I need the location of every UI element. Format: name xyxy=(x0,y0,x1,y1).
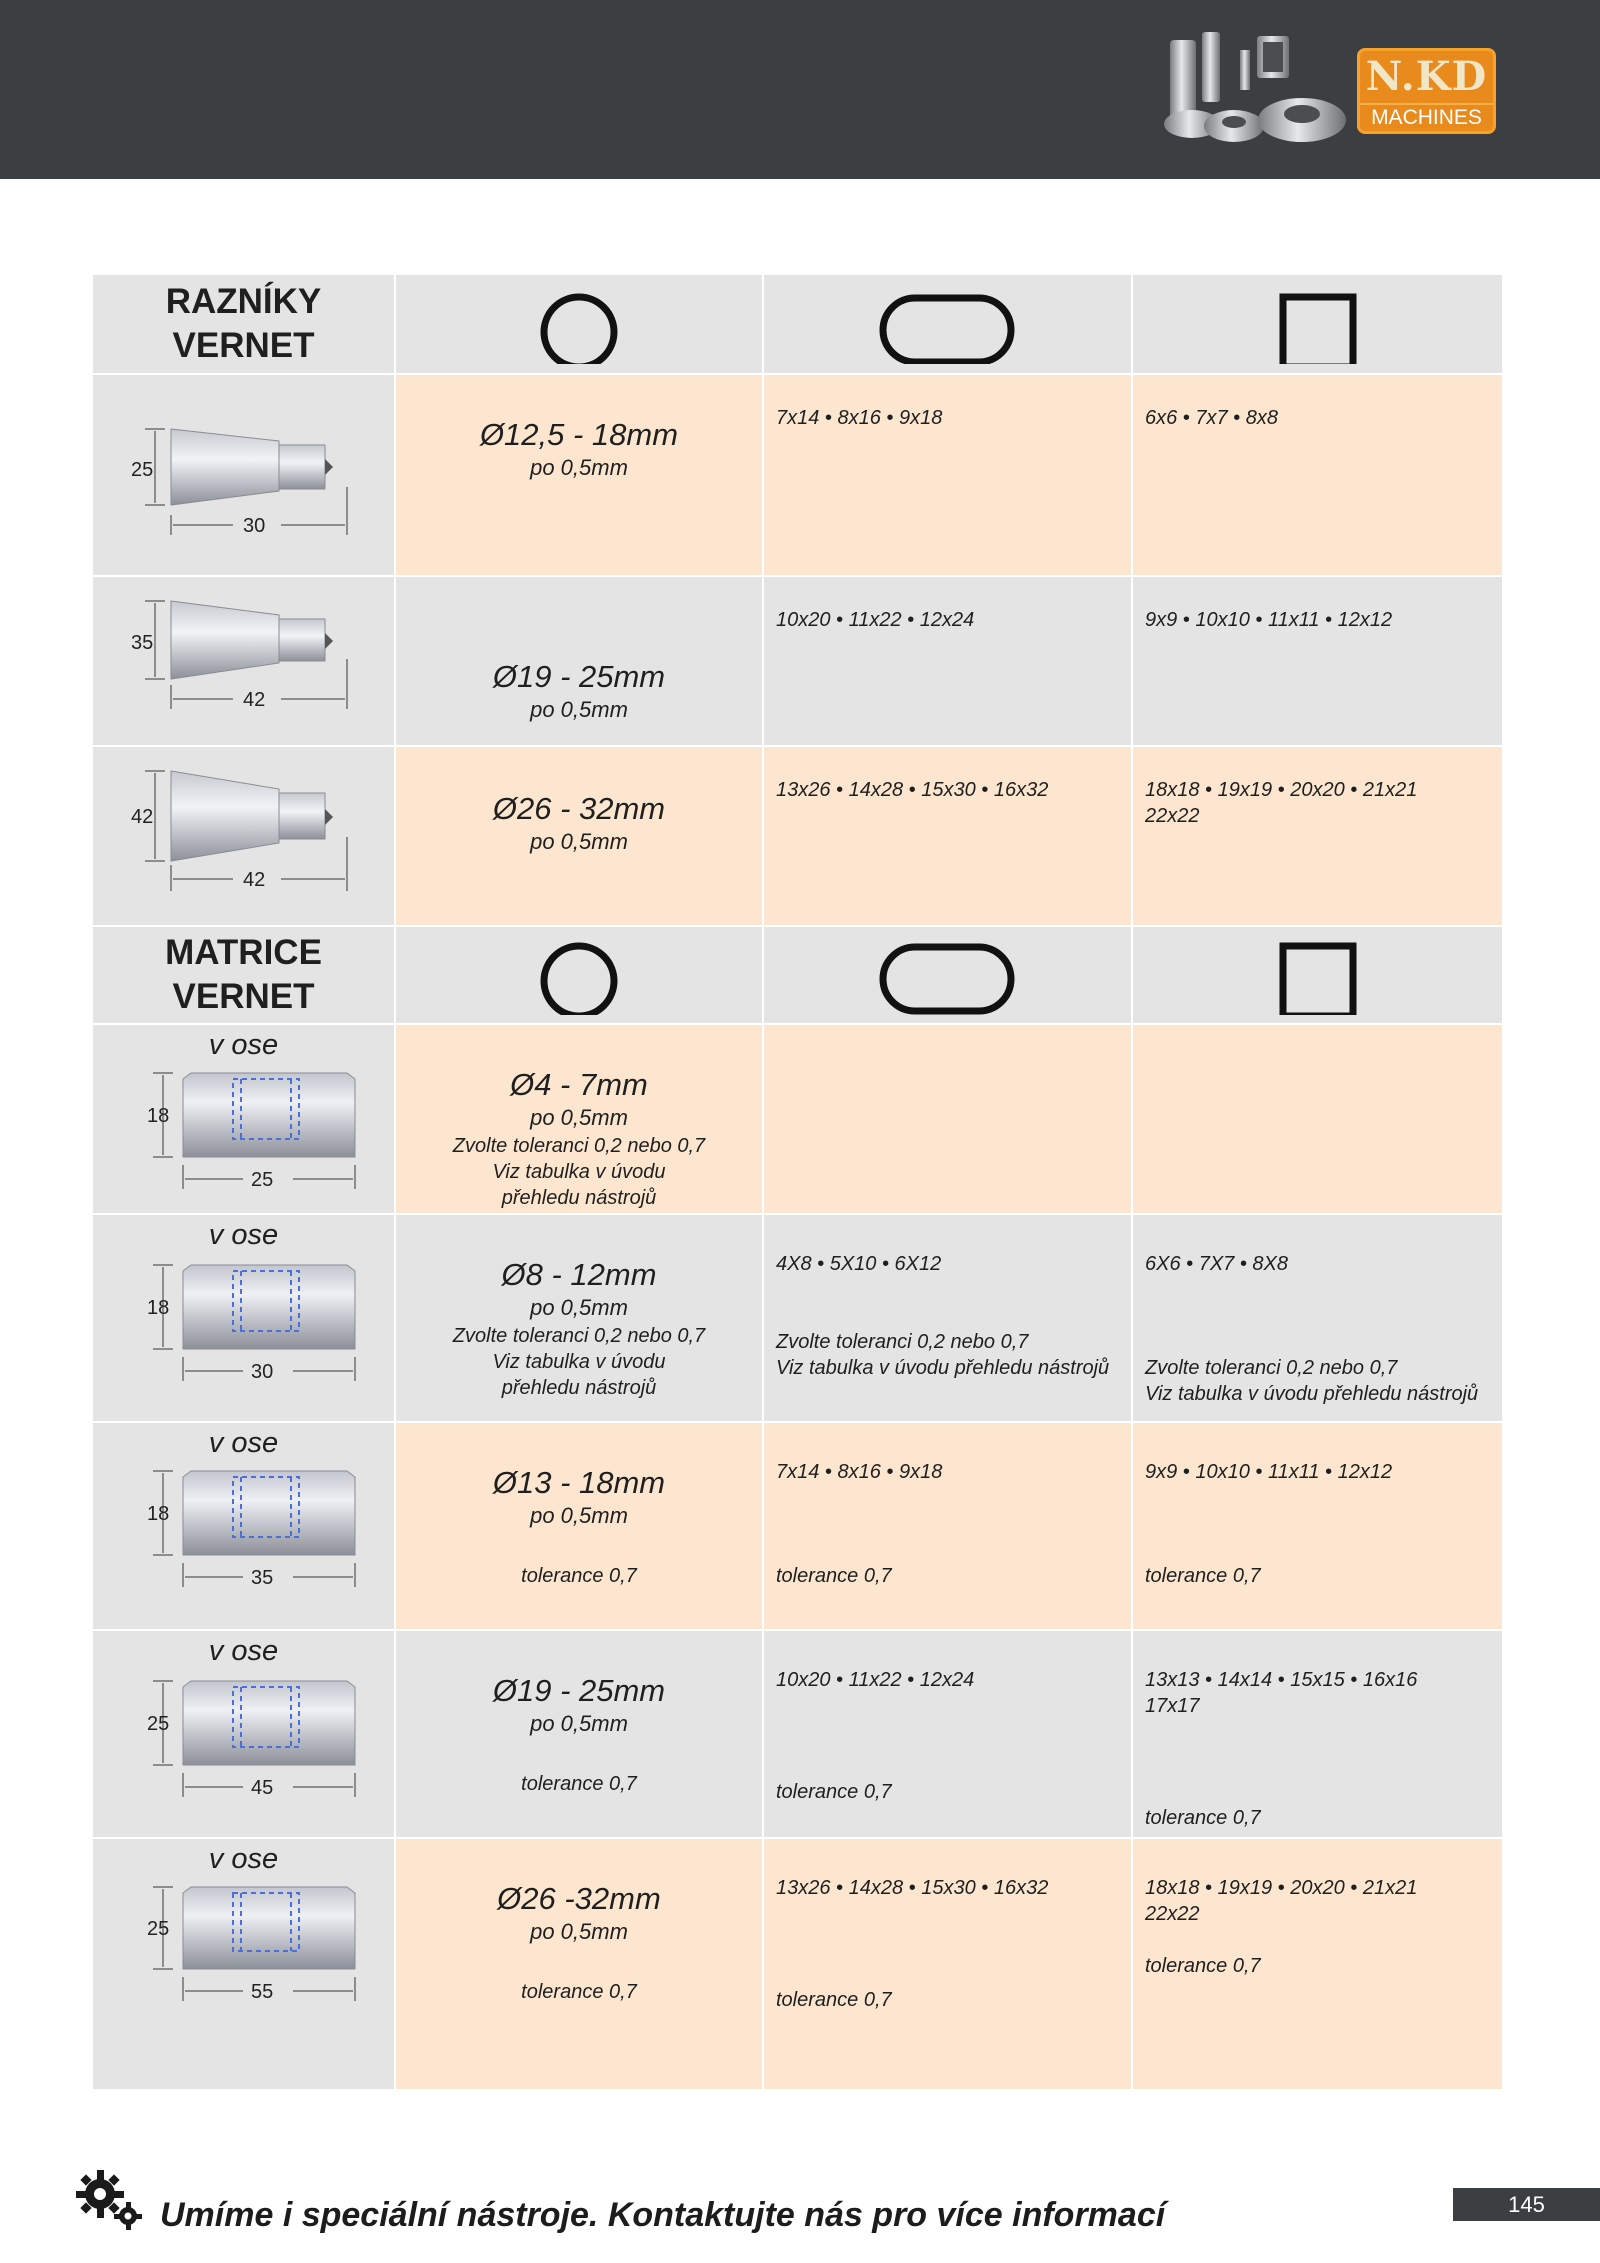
tool-table xyxy=(93,275,1502,2089)
square-note: Viz tabulka v úvodu přehledu nástrojů xyxy=(1145,1383,1479,1405)
diameter-range: Ø26 - 32mm xyxy=(492,791,666,826)
die-row xyxy=(93,1213,1502,1421)
square-sizes: 18x18 • 19x19 • 20x20 • 21x21 xyxy=(1145,1877,1418,1899)
square-sizes: 18x18 • 19x19 • 20x20 • 21x21 xyxy=(1145,779,1418,801)
punch-drawing-cell xyxy=(93,747,396,925)
oblong-tolerance: tolerance 0,7 xyxy=(776,1565,892,1587)
oblong-note: Viz tabulka v úvodu přehledu nástrojů xyxy=(776,1357,1110,1379)
logo-wordmark: N.KD xyxy=(1365,52,1488,100)
square-tolerance: tolerance 0,7 xyxy=(1145,1955,1261,1977)
oblong-sizes: 7x14 • 8x16 • 9x18 xyxy=(776,407,943,429)
tolerance-note: Viz tabulka v úvodu xyxy=(492,1351,666,1373)
step-text: po 0,5mm xyxy=(530,1919,628,1944)
punch-height: 42 xyxy=(131,806,154,828)
tolerance-note: tolerance 0,7 xyxy=(521,1565,637,1587)
punch-drawing xyxy=(93,375,396,575)
square-note: Zvolte toleranci 0,2 nebo 0,7 xyxy=(1145,1357,1398,1379)
punch-width: 42 xyxy=(243,689,266,711)
page-number: 145 xyxy=(1453,2188,1600,2221)
die-height: 25 xyxy=(147,1918,170,1940)
punches-header-row xyxy=(93,275,1502,373)
square-sizes-extra: 22x22 xyxy=(1145,1903,1200,1925)
diameter-range: Ø8 - 12mm xyxy=(501,1257,657,1292)
die-row xyxy=(93,1023,1502,1213)
die-row xyxy=(93,1837,1502,2089)
step-text: po 0,5mm xyxy=(530,697,628,722)
dies-title-cell xyxy=(93,927,396,1023)
oblong-sizes: 10x20 • 11x22 • 12x24 xyxy=(776,609,975,631)
oblong-sizes: 10x20 • 11x22 • 12x24 xyxy=(776,1669,975,1691)
page-header xyxy=(0,0,1600,179)
tolerance-note: Viz tabulka v úvodu xyxy=(492,1161,666,1183)
die-row xyxy=(93,1629,1502,1837)
tolerance-note: tolerance 0,7 xyxy=(521,1773,637,1795)
tolerance-note: přehledu nástrojů xyxy=(501,1187,657,1209)
punch-width: 42 xyxy=(243,869,266,891)
square-shape-icon xyxy=(1278,935,1358,1015)
axis-label: v ose xyxy=(208,1427,279,1459)
punches-title-cell xyxy=(93,275,396,373)
punch-height: 25 xyxy=(131,459,154,481)
oblong-shape-icon xyxy=(878,284,1018,364)
step-text: po 0,5mm xyxy=(530,1105,628,1130)
die-drawing-cell xyxy=(93,1423,396,1629)
step-text: po 0,5mm xyxy=(530,455,628,480)
die-width: 30 xyxy=(251,1361,274,1383)
punch-row xyxy=(93,745,1502,925)
punch-drawing-cell xyxy=(93,375,396,575)
step-text: po 0,5mm xyxy=(530,1295,628,1320)
oblong-shape-icon xyxy=(878,935,1018,1015)
oblong-sizes: 13x26 • 14x28 • 15x30 • 16x32 xyxy=(776,1877,1049,1899)
square-sizes: 6X6 • 7X7 • 8X8 xyxy=(1145,1253,1288,1275)
axis-label: v ose xyxy=(208,1219,279,1251)
die-drawing-cell xyxy=(93,1215,396,1421)
die-width: 35 xyxy=(251,1567,274,1589)
punch-drawing xyxy=(93,577,396,747)
die-width: 25 xyxy=(251,1169,274,1191)
punch-drawing-cell xyxy=(93,577,396,745)
die-width: 45 xyxy=(251,1777,274,1799)
gears-icon xyxy=(74,2168,146,2234)
die-drawing xyxy=(93,1423,396,1631)
round-shape-icon xyxy=(539,935,619,1015)
oblong-sizes: 13x26 • 14x28 • 15x30 • 16x32 xyxy=(776,779,1049,801)
dies-header-row xyxy=(93,925,1502,1023)
die-height: 25 xyxy=(147,1713,170,1735)
square-sizes-extra: 17x17 xyxy=(1145,1695,1200,1717)
punch-tools-image xyxy=(1162,28,1352,146)
logo-subtitle: MACHINES xyxy=(1360,103,1493,131)
die-width: 55 xyxy=(251,1981,274,2003)
punch-drawing xyxy=(93,747,396,927)
square-sizes: 9x9 • 10x10 • 11x11 • 12x12 xyxy=(1145,609,1393,631)
die-drawing-cell xyxy=(93,1631,396,1837)
die-row xyxy=(93,1421,1502,1629)
die-drawing xyxy=(93,1025,396,1215)
die-drawing xyxy=(93,1839,396,2091)
tolerance-note: Zvolte toleranci 0,2 nebo 0,7 xyxy=(452,1135,706,1157)
punch-row xyxy=(93,575,1502,745)
square-sizes: 9x9 • 10x10 • 11x11 • 12x12 xyxy=(1145,1461,1393,1483)
die-height: 18 xyxy=(147,1503,170,1525)
square-shape-icon xyxy=(1278,284,1358,364)
punch-row xyxy=(93,373,1502,575)
square-sizes: 6x6 • 7x7 • 8x8 xyxy=(1145,407,1278,429)
tolerance-note: tolerance 0,7 xyxy=(521,1981,637,2003)
dies-title: MATRICE VERNET xyxy=(165,933,322,1016)
axis-label: v ose xyxy=(208,1843,279,1875)
square-sizes: 13x13 • 14x14 • 15x15 • 16x16 xyxy=(1145,1669,1418,1691)
step-text: po 0,5mm xyxy=(530,1503,628,1528)
tolerance-note: Zvolte toleranci 0,2 nebo 0,7 xyxy=(452,1325,706,1347)
oblong-note: Zvolte toleranci 0,2 nebo 0,7 xyxy=(776,1331,1029,1353)
tolerance-note: přehledu nástrojů xyxy=(501,1377,657,1399)
oblong-tolerance: tolerance 0,7 xyxy=(776,1781,892,1803)
round-shape-icon xyxy=(539,284,619,364)
diameter-range: Ø19 - 25mm xyxy=(492,1673,666,1708)
die-height: 18 xyxy=(147,1297,170,1319)
die-drawing xyxy=(93,1215,396,1423)
diameter-range: Ø19 - 25mm xyxy=(492,659,666,694)
die-drawing-cell xyxy=(93,1025,396,1213)
oblong-sizes: 7x14 • 8x16 • 9x18 xyxy=(776,1461,943,1483)
diameter-range: Ø13 - 18mm xyxy=(492,1465,666,1500)
axis-label: v ose xyxy=(208,1635,279,1667)
die-drawing xyxy=(93,1631,396,1839)
die-height: 18 xyxy=(147,1105,170,1127)
diameter-range: Ø4 - 7mm xyxy=(510,1067,648,1102)
step-text: po 0,5mm xyxy=(530,829,628,854)
square-tolerance: tolerance 0,7 xyxy=(1145,1565,1261,1587)
square-sizes-extra: 22x22 xyxy=(1145,805,1200,827)
oblong-tolerance: tolerance 0,7 xyxy=(776,1989,892,2011)
square-tolerance: tolerance 0,7 xyxy=(1145,1807,1261,1829)
punch-width: 30 xyxy=(243,515,266,537)
company-logo[interactable] xyxy=(1357,48,1496,134)
punch-height: 35 xyxy=(131,632,154,654)
diameter-range: Ø12,5 - 18mm xyxy=(479,417,679,452)
punches-title: RAZNÍKY VERNET xyxy=(165,282,322,365)
step-text: po 0,5mm xyxy=(530,1711,628,1736)
diameter-range: Ø26 -32mm xyxy=(497,1881,661,1916)
footer-text: Umíme i speciální nástroje. Kontaktujte nás pro více informací xyxy=(160,2196,1166,2234)
axis-label: v ose xyxy=(208,1029,279,1061)
oblong-sizes: 4X8 • 5X10 • 6X12 xyxy=(776,1253,942,1275)
die-drawing-cell xyxy=(93,1839,396,2089)
